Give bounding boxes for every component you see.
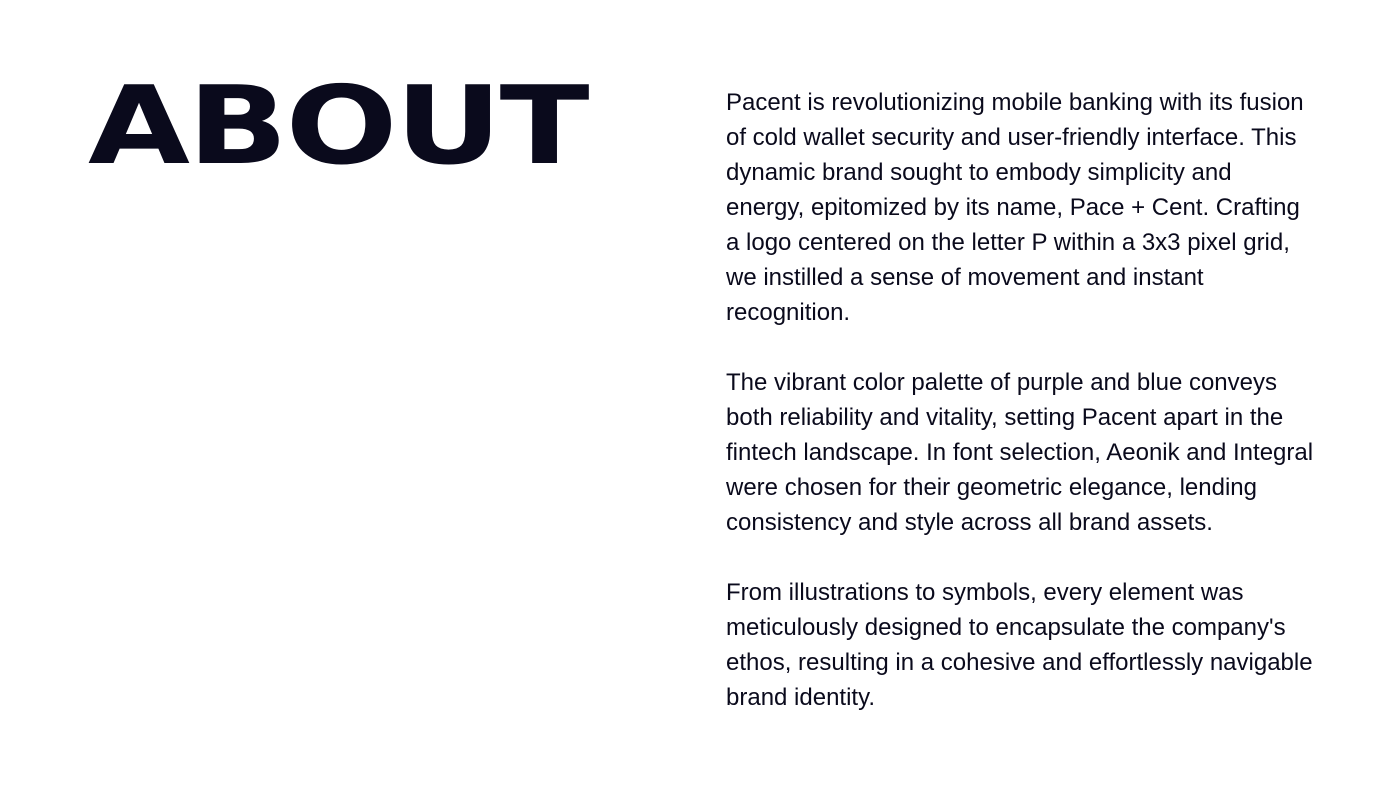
about-paragraph-1: Pacent is revolutionizing mobile banking with its fusion of cold wallet security and user-friendly interface. This dynamic brand sought to embody simplicity and energy, epitomized by its name, Pace + Cent. Crafting a logo centered on the letter P within a 3x3 pixel grid, we instilled a sense of movement and instant recognition.: [726, 89, 1304, 326]
about-text: [726, 85, 1316, 715]
page-title: ABOUT: [88, 64, 588, 189]
about-paragraph-3: From illustrations to symbols, every element was meticulously designed to encapsulate the company's ethos, resulting in a cohesive and effortlessly navigable brand identity.: [726, 579, 1313, 711]
about-paragraph-2: The vibrant color palette of purple and blue conveys both reliability and vitality, setting Pacent apart in the fintech landscape. In font selection, Aeonik and Integral were chosen for their geometric elegance, lending consistency and style across all brand assets.: [726, 369, 1314, 536]
